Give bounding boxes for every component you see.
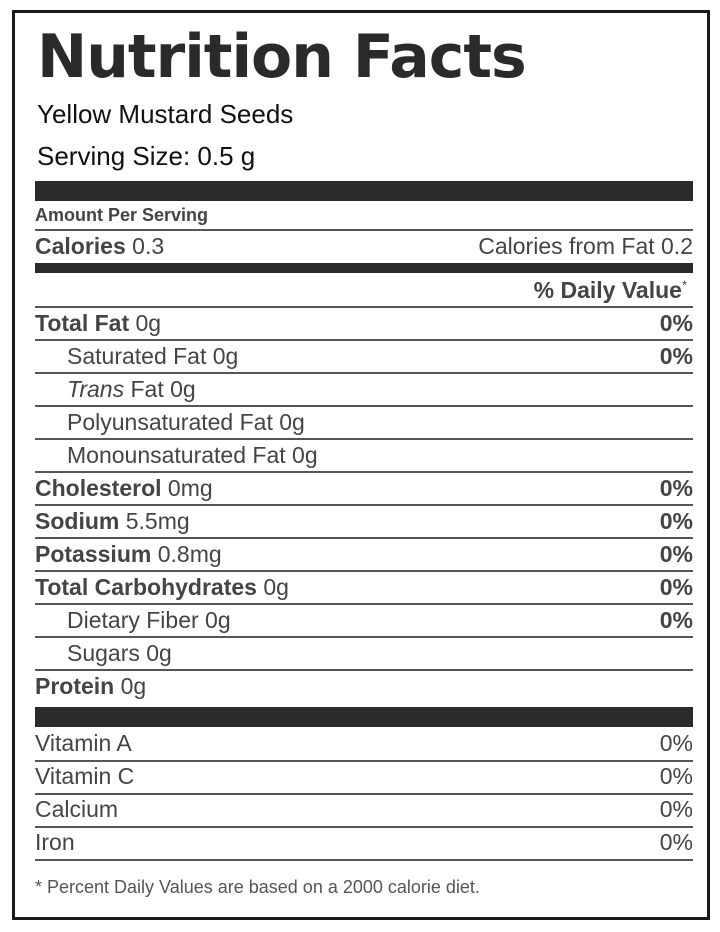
footnote: * Percent Daily Values are based on a 2000 calorie diet. [35, 877, 480, 897]
daily-value-header: % Daily Value* [533, 277, 687, 303]
nutrient-row-sugars: Sugars 0g [67, 640, 172, 666]
calories-row [35, 231, 693, 263]
nutrient-row-total-carbohydrates: Total Carbohydrates 0g 0% [35, 574, 693, 600]
calories-value: 0.3 [132, 233, 165, 259]
nutrient-row-polyunsaturated-fat: Polyunsaturated Fat 0g [67, 409, 305, 435]
calories-from-fat: Calories from Fat 0.2 [478, 233, 693, 259]
nutrient-row-saturated-fat: Saturated Fat 0g 0% [67, 343, 693, 369]
food-name: Yellow Mustard Seeds [37, 99, 294, 129]
nutrient-row-monounsaturated-fat: Monounsaturated Fat 0g [67, 442, 318, 468]
nutrient-row-protein: Protein 0g [35, 673, 147, 699]
medium-divider [35, 263, 693, 273]
vitamin-row-vitamin-c: Vitamin C 0% [35, 763, 693, 789]
nutrient-row-cholesterol: Cholesterol 0mg 0% [35, 475, 693, 501]
vitamin-row-iron: Iron 0% [35, 829, 693, 855]
thick-divider [35, 181, 693, 201]
nutrient-row-dietary-fiber: Dietary Fiber 0g 0% [67, 607, 693, 633]
calories-label: Calories [35, 233, 126, 259]
vitamin-row-calcium: Calcium 0% [35, 796, 693, 822]
nutrient-row-potassium: Potassium 0.8mg 0% [35, 541, 693, 567]
label-title: Nutrition Facts [37, 22, 526, 92]
vitamin-row-vitamin-a: Vitamin A 0% [35, 730, 693, 756]
nutrition-label [12, 10, 710, 920]
amount-per-serving: Amount Per Serving [35, 205, 209, 225]
nutrient-row-trans-fat: Trans Fat 0g [67, 376, 196, 402]
thick-divider [35, 707, 693, 727]
nutrient-row-total-fat: Total Fat 0g 0% [35, 310, 693, 336]
nutrient-row-sodium: Sodium 5.5mg 0% [35, 508, 693, 534]
serving-size: Serving Size: 0.5 g [37, 141, 256, 171]
